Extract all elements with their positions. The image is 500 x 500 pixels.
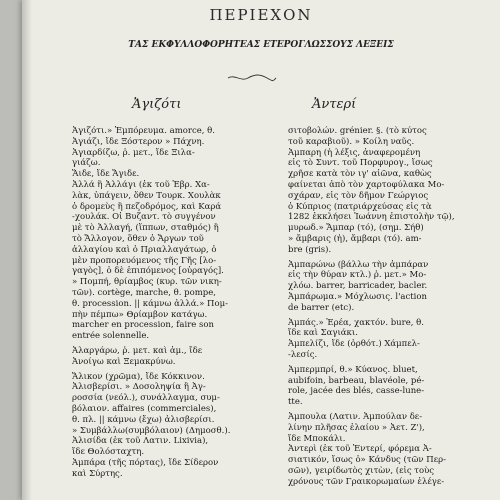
text-line: -χουλάκ. Οἱ Βυζαντ. τὸ συγγένον (72, 212, 216, 223)
text-line: τῶν). cortège, marche, θ. pompe, (72, 287, 216, 298)
text-line: Ἀμπουλα (Λατιν. Ἀμπούλαν δε- (288, 411, 423, 422)
text-line: Ἀμπαρώνω (βάλλω τὴν ἀμπάραν (288, 259, 429, 270)
text-line: marcher en procession, faire son (72, 320, 214, 331)
text-line: ἀλλαγίου καὶ ὁ Πριαλλαγάτωρ, ὁ (72, 244, 217, 255)
text-line: aubifoin, barbeau, blavéole, pé- (288, 375, 425, 386)
text-line: σιτοβολών. grénier. §. (τὸ κύτος (288, 126, 427, 136)
text-line: ἴδε καὶ Σαγιάκι. (288, 328, 358, 339)
text-line: Ἀμπελίζι, ἴδε (ὀρθότ.) Χάμπελ- (288, 339, 420, 350)
ornament-divider (227, 74, 277, 82)
text-line: μυρωδ.» Ἄμπαρ (τό), (σημ. Σήθ) (288, 223, 424, 234)
text-line: λὰκ, ὑπάγειν, ὅθεν Τουρκ. Χουλὰκ (72, 190, 221, 201)
text-line: de barrer (etc). (288, 302, 355, 313)
text-line: εἰς τὴν θύραν κτλ.) ῥ. μετ.» Μο- (288, 270, 427, 281)
text-line: ὁ δρομεὺς ἢ πεζοδρόμος, καὶ Καρά (72, 201, 222, 212)
text-line: χρόνους τῶν Γραικορωμαίων ἐλέγε- (288, 476, 445, 487)
text-line: Ἀνοίγω καὶ Ξεμακρύνω. (72, 356, 176, 367)
left-column-heading: Ἀγιζότι (132, 97, 182, 112)
text-line: role, jacée des blés, casse-lune- (288, 386, 425, 397)
text-line: σῶν), γειρίδωτὸς χιτὼν, (εἰς τοὺς (288, 465, 435, 476)
text-line: » Συμβάλλω(συμβόλαιον) (Δημοσθ.). (72, 425, 231, 436)
text-line: λίνην πλῆσας ἐλαίου » Ἀετ. Ζ'), (288, 422, 425, 433)
text-line: tte. (288, 397, 303, 408)
text-line: καὶ Σύρτης. (72, 468, 123, 479)
text-line: Ἀμπάς.» Ἐρέα, χακτόν. bure, θ. (288, 317, 424, 328)
text-line: τὸ Ἄλλογον, ὅθεν ὁ Ἄργων τοῦ (72, 233, 204, 244)
text-line: bre (gris). (288, 244, 332, 255)
text-line: Ἀμπαρη (ἡ λέξις, ἀναφερομένη (288, 147, 421, 158)
text-line: εἰς τὸ Συντ. τοῦ Πορφυρογ., ἴσως (288, 158, 433, 169)
text-line: θ. procession. || κάμνω ἀλλά.» Πομ- (72, 298, 228, 309)
text-line: Ἀμπάρωμα.» Μόχλωσις. l'action (288, 291, 427, 302)
text-line: ὁ Κύπριος (πατριάρχεύσας εἰς τὰ (288, 201, 432, 212)
text-line: βόλαιον. affaires (commerciales), (72, 403, 217, 414)
text-line: ἴδε Θολόσταχτη. (72, 447, 145, 458)
text-line: χρῆσε κατὰ τὸν ιγ' αἰῶνα, καθὼς (288, 169, 432, 180)
text-line: » ἄμβαρις (ἡ), ἄμβαρι (τό). am- (288, 233, 422, 244)
right-column-heading: Ἀντερί (312, 97, 357, 112)
text-line: ροσσία (νεόλ.), συνάλλαγμα, συμ- (72, 393, 220, 404)
text-line: 1282 ἐκκλήσει Ἰωάννη ἐπιστολὴν τῷ), (288, 212, 455, 223)
text-line: γιάζω. (72, 158, 101, 169)
text-line: πὴν πέμπω» Θρίαμβον κατάγω. (72, 309, 208, 320)
left-column-text (72, 126, 267, 480)
text-line: μὲν προπορευόμενος τῆς Γῆς [λο- (72, 255, 217, 266)
text-line: φαίνεται ἀπὸ τὸν χαρτοφύλακα Μο- (288, 179, 445, 190)
text-line: » Πομπή, θρίαμβος (κυρ. τῶν νικη- (72, 277, 222, 288)
page-subtitle: ΤΑΣ ΕΚΦΥΛΛΟΦΟΡΗΤΕΑΣ ΕΤΕΡΟΓΛΩΣΣΟΥΣ ΛΕΞΕΙΣ (128, 40, 394, 50)
right-column-text (288, 126, 483, 488)
text-line: ἴδε Μποκάλι. (288, 433, 346, 444)
text-line: entrée solennelle. (72, 331, 150, 342)
text-line: -λεσίς. (288, 349, 318, 360)
page-title: ΠΕΡΙΕΧΟΝ (209, 6, 313, 24)
text-line: γαγὸς], ὁ δὲ ἐπιπόμενος [οὐραγός]. (72, 266, 224, 277)
text-line: Ἀγιάζι, ἴδε Ξόστερον » Πάχνη. (72, 136, 205, 147)
text-line: Ἀλλά ἢ Ἀλλάγι (ἐκ τοῦ Ἐβρ. Χα- (72, 179, 210, 190)
text-line: Ἀμπερμπρί, θ.» Κύανος. bluet, (288, 364, 418, 375)
text-line: τοῦ καραβιοῦ). » Κοίλη ναῦς. (288, 136, 415, 147)
text-line: Ἀλαργάρω, ῥ. μετ. καὶ ἀμ., ἴδε (72, 345, 203, 356)
text-line: σχάραν, εἰς τὸν δῆμον Γεώργιος (288, 190, 429, 201)
text-line: Ἀλισίδα (ἐκ τοῦ Λατιν. Lixivia), (72, 436, 209, 447)
text-line: Ἅιδε, ἴδε Ἄγιδε. (72, 169, 140, 180)
text-line: Ἀγιζότι.» Ἐμπόρευμα. amorce, θ. (72, 126, 215, 136)
text-line: χλόω. barrer, barricader, bacler. (288, 281, 428, 292)
page-gutter-shadow (22, 0, 32, 500)
book-page (22, 0, 500, 500)
text-line: σιατικόν, ἴσως ὁ» Κάνδυς (τῶν Περ- (288, 455, 446, 466)
text-line: θ. πλ. || κάμνω (ἔχω) ἀλισβερίσι. (72, 414, 215, 425)
text-line: Ἄλικον (χρῶμα), ἴδε Κόκκινον. (72, 371, 205, 382)
text-line: μὲ τὸ Ἀλλαγή, (ἵππων, σταθμός) ἢ (72, 223, 219, 234)
text-line: Ἀγιαρδίζω, ῥ. μετ., ἴδε Ξιλα- (72, 147, 195, 158)
text-line: Ἀντερὶ (ἐκ τοῦ Ἐντερί, φόρεμα Ἀ- (288, 444, 432, 455)
text-line: Ἀμπάρα (τῆς πόρτας), ἴδε Σίδερον (72, 457, 219, 468)
text-line: Ἀλισβερίσι. » Δοσοληψία ἢ Ἀγ- (72, 382, 206, 393)
